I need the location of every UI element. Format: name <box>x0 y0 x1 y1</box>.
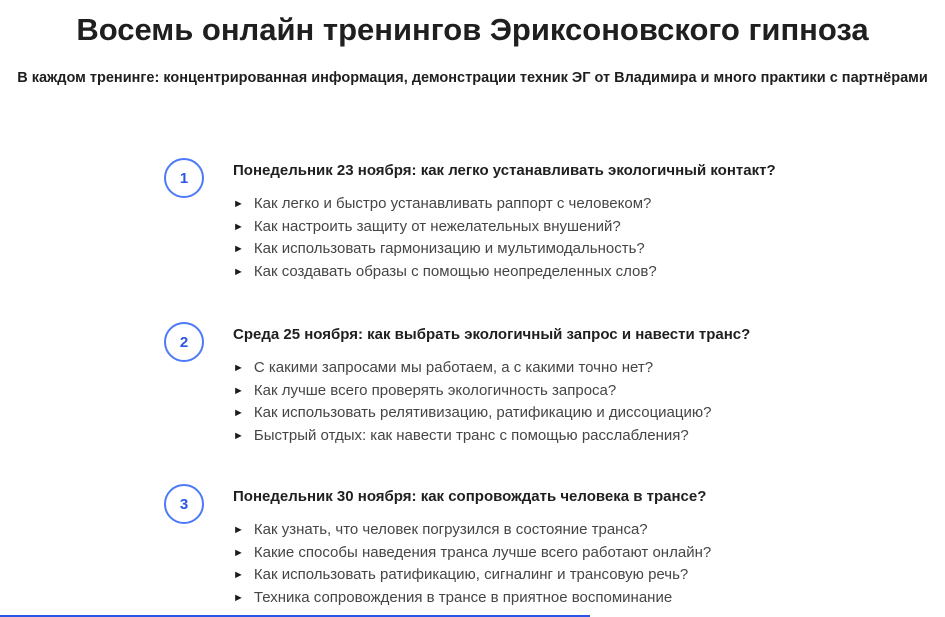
section-number: 2 <box>179 333 189 351</box>
section-heading: Среда 25 ноября: как выбрать экологичный запрос и навести транс? <box>233 326 751 343</box>
training-section-3 <box>164 482 824 611</box>
triangle-bullet-icon: ► <box>233 265 244 278</box>
section-content <box>233 156 776 285</box>
section-number-badge <box>164 158 204 198</box>
list-item <box>233 404 750 427</box>
list-item <box>233 544 711 567</box>
list-item <box>233 589 711 612</box>
section-heading: Понедельник 30 ноября: как сопровождать человека в трансе? <box>233 488 707 505</box>
triangle-bullet-icon: ► <box>233 569 244 581</box>
section-number-badge <box>164 484 204 524</box>
section-content <box>233 482 711 611</box>
section-heading: Понедельник 23 ноября: как легко устанавливать экологичный контакт? <box>233 162 776 179</box>
topics-list <box>233 195 776 285</box>
section-number-badge <box>164 322 204 362</box>
list-item <box>233 427 750 450</box>
triangle-bullet-icon: ► <box>233 546 244 559</box>
list-item <box>233 195 776 218</box>
section-number: 1 <box>179 169 189 187</box>
list-item <box>233 218 776 241</box>
page-header <box>0 0 945 86</box>
triangle-bullet-icon: ► <box>233 384 244 397</box>
topic-text: Как узнать, что человек погрузился в состояние транса? <box>253 521 648 538</box>
triangle-bullet-icon: ► <box>233 407 244 419</box>
list-item <box>233 359 750 382</box>
list-item <box>233 382 750 405</box>
triangle-bullet-icon: ► <box>233 591 244 604</box>
topics-list <box>233 359 750 449</box>
topic-text: С какими запросами мы работаем, а с какими точно нет? <box>253 359 654 376</box>
topic-text: Какие способы наведения транса лучше всего работают онлайн? <box>253 543 712 561</box>
topic-text: Как настроить защиту от нежелательных внушений? <box>253 217 621 235</box>
triangle-bullet-icon: ► <box>233 524 244 536</box>
triangle-bullet-icon: ► <box>233 220 244 233</box>
triangle-bullet-icon: ► <box>233 198 244 210</box>
list-item <box>233 240 776 263</box>
topic-text: Быстрый отдых: как навести транс с помощью расслабления? <box>253 426 689 444</box>
topic-text: Как использовать ратификацию, сигналинг и трансовую речь? <box>253 566 689 583</box>
triangle-bullet-icon: ► <box>233 429 244 442</box>
topic-text: Техника сопровождения в трансе в приятное воспоминание <box>253 588 673 606</box>
topic-text: Как легко и быстро устанавливать раппорт с человеком? <box>253 195 652 212</box>
page-subtitle: В каждом тренинге: концентрированная информация, демонстрации техник ЭГ от Владимира и много практики с партнёрами <box>17 70 928 86</box>
page-title: Восемь онлайн тренингов Эриксоновского гипноза <box>76 12 869 47</box>
list-item <box>233 521 711 544</box>
training-section-2 <box>164 320 824 449</box>
section-number: 3 <box>179 495 189 513</box>
triangle-bullet-icon: ► <box>233 243 244 255</box>
section-content <box>233 320 750 449</box>
topic-text: Как использовать релятивизацию, ратификацию и диссоциацию? <box>253 404 712 421</box>
topic-text: Как использовать гармонизацию и мультимодальность? <box>253 240 645 257</box>
list-item <box>233 566 711 589</box>
topic-text: Как создавать образы с помощью неопределенных слов? <box>253 262 657 280</box>
topic-text: Как лучше всего проверять экологичность запроса? <box>253 381 617 399</box>
list-item <box>233 263 776 286</box>
training-section-1 <box>164 156 824 285</box>
triangle-bullet-icon: ► <box>233 362 244 374</box>
topics-list <box>233 521 711 611</box>
